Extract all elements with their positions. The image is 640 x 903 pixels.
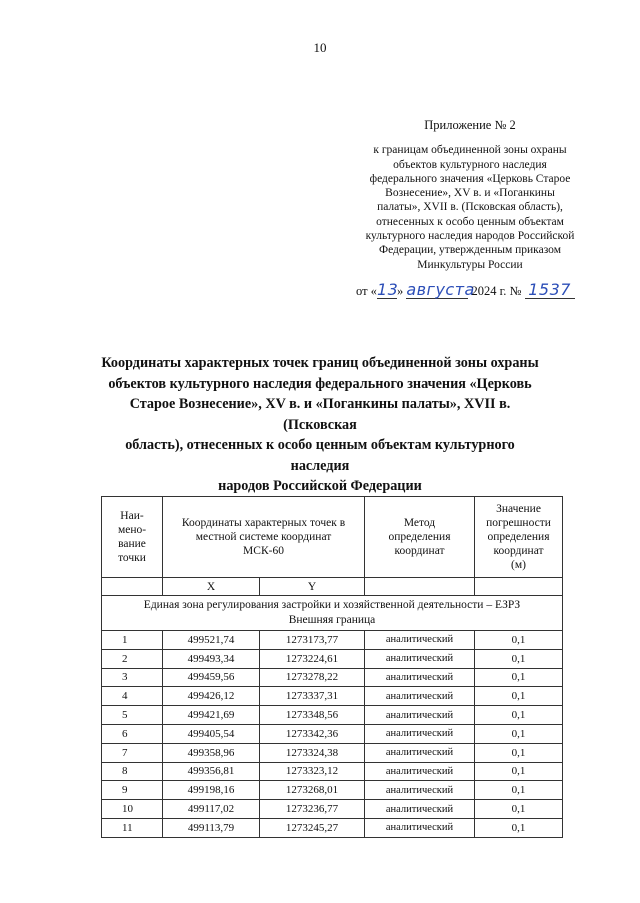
point-number-cell: 4 — [102, 687, 163, 706]
appendix-line: палаты», XVII в. (Псковская область), — [377, 201, 563, 214]
y-coordinate-cell: 1273348,56 — [260, 706, 365, 725]
x-coordinate-cell: 499521,74 — [163, 631, 260, 650]
method-cell: аналитический — [365, 649, 475, 668]
point-number-cell: 11 — [102, 818, 163, 837]
method-cell: аналитический — [365, 724, 475, 743]
order-mid: » — [396, 284, 407, 298]
table-row — [102, 631, 563, 650]
coordinates-table — [101, 496, 563, 838]
document-title — [95, 353, 545, 497]
appendix-line: федерального значения «Церковь Старое — [369, 172, 571, 185]
x-coordinate-cell: 499405,54 — [163, 724, 260, 743]
order-number-handwritten: 1537 — [525, 282, 575, 299]
table-row — [102, 668, 563, 687]
error-cell: 0,1 — [475, 687, 563, 706]
error-cell: 0,1 — [475, 706, 563, 725]
table-row — [102, 706, 563, 725]
point-number-cell: 3 — [102, 668, 163, 687]
error-cell: 0,1 — [475, 743, 563, 762]
method-cell: аналитический — [365, 818, 475, 837]
method-cell: аналитический — [365, 668, 475, 687]
method-cell: аналитический — [365, 687, 475, 706]
y-coordinate-cell: 1273342,36 — [260, 724, 365, 743]
appendix-line: объектов культурного наследия — [393, 158, 547, 171]
x-coordinate-cell: 499358,96 — [163, 743, 260, 762]
method-cell: аналитический — [365, 743, 475, 762]
header-error: Значение погрешности определения координат (м) — [475, 497, 563, 578]
table-header-row — [102, 497, 563, 578]
point-number-cell: 9 — [102, 781, 163, 800]
y-coordinate-cell: 1273278,22 — [260, 668, 365, 687]
title-line: Старое Вознесение», XV в. и «Поганкины палаты», XVII в. (Псковская — [129, 396, 511, 433]
table-row — [102, 818, 563, 837]
method-cell: аналитический — [365, 631, 475, 650]
order-day-handwritten: 13 — [376, 280, 399, 299]
error-cell: 0,1 — [475, 800, 563, 819]
appendix-line: Минкультуры России — [417, 258, 523, 271]
order-month-handwritten: августа — [406, 280, 475, 299]
subheader-x: X — [163, 578, 260, 596]
point-number-cell: 2 — [102, 649, 163, 668]
subheader-y: Y — [260, 578, 365, 596]
page-number: 10 — [313, 40, 327, 55]
zone-row — [102, 596, 563, 631]
method-cell: аналитический — [365, 706, 475, 725]
appendix-line: культурного наследия народов Российской — [365, 230, 575, 243]
title-line: объектов культурного наследия федерального значения «Церковь — [108, 375, 532, 392]
y-coordinate-cell: 1273245,27 — [260, 818, 365, 837]
x-coordinate-cell: 499356,81 — [163, 762, 260, 781]
zone-subtitle: Внешняя граница — [288, 614, 376, 626]
error-cell: 0,1 — [475, 631, 563, 650]
error-cell: 0,1 — [475, 668, 563, 687]
y-coordinate-cell: 1273236,77 — [260, 800, 365, 819]
x-coordinate-cell: 499493,34 — [163, 649, 260, 668]
header-method: Метод определения координат — [365, 497, 475, 578]
table-row — [102, 762, 563, 781]
x-coordinate-cell: 499117,02 — [163, 800, 260, 819]
title-line: народов Российской Федерации — [218, 478, 422, 494]
order-year: 2024 г. № — [468, 284, 525, 298]
table-row — [102, 649, 563, 668]
table-row — [102, 724, 563, 743]
y-coordinate-cell: 1273268,01 — [260, 781, 365, 800]
header-point-name: Наи- мено- вание точки — [102, 497, 163, 578]
zone-caption — [102, 596, 563, 631]
x-coordinate-cell: 499426,12 — [163, 687, 260, 706]
point-number-cell: 5 — [102, 706, 163, 725]
x-coordinate-cell: 499198,16 — [163, 781, 260, 800]
table-row — [102, 781, 563, 800]
order-line — [356, 282, 616, 299]
appendix-line: Вознесение», XV в. и «Поганкины — [385, 187, 555, 200]
error-cell: 0,1 — [475, 724, 563, 743]
y-coordinate-cell: 1273337,31 — [260, 687, 365, 706]
y-coordinate-cell: 1273324,38 — [260, 743, 365, 762]
error-cell: 0,1 — [475, 762, 563, 781]
appendix-line: к границам объединенной зоны охраны — [373, 144, 567, 157]
point-number-cell: 10 — [102, 800, 163, 819]
point-number-cell: 6 — [102, 724, 163, 743]
y-coordinate-cell: 1273224,61 — [260, 649, 365, 668]
point-number-cell: 1 — [102, 631, 163, 650]
point-number-cell: 7 — [102, 743, 163, 762]
subheader-empty — [102, 578, 163, 596]
x-coordinate-cell: 499459,56 — [163, 668, 260, 687]
error-cell: 0,1 — [475, 818, 563, 837]
error-cell: 0,1 — [475, 781, 563, 800]
title-line: Координаты характерных точек границ объединенной зоны охраны — [101, 355, 539, 371]
error-cell: 0,1 — [475, 649, 563, 668]
table-row — [102, 743, 563, 762]
appendix-block — [345, 118, 595, 272]
method-cell: аналитический — [365, 781, 475, 800]
appendix-title: Приложение № 2 — [424, 118, 516, 132]
y-coordinate-cell: 1273323,12 — [260, 762, 365, 781]
order-prefix: от « — [356, 284, 377, 298]
header-coordinates: Координаты характерных точек в местной системе координат МСК-60 — [163, 497, 365, 578]
zone-title: Единая зона регулирования застройки и хозяйственной деятельности – ЕЗРЗ — [143, 599, 521, 611]
x-coordinate-cell: 499421,69 — [163, 706, 260, 725]
title-line: область), отнесенных к особо ценным объектам культурного наследия — [125, 437, 515, 474]
subheader-empty — [365, 578, 475, 596]
appendix-line: отнесенных к особо ценным объектам — [376, 215, 564, 228]
point-number-cell: 8 — [102, 762, 163, 781]
table-subheader-row — [102, 578, 563, 596]
method-cell: аналитический — [365, 762, 475, 781]
x-coordinate-cell: 499113,79 — [163, 818, 260, 837]
method-cell: аналитический — [365, 800, 475, 819]
subheader-empty — [475, 578, 563, 596]
table-row — [102, 800, 563, 819]
y-coordinate-cell: 1273173,77 — [260, 631, 365, 650]
appendix-line: Федерации, утвержденным приказом — [378, 244, 561, 257]
table-row — [102, 687, 563, 706]
